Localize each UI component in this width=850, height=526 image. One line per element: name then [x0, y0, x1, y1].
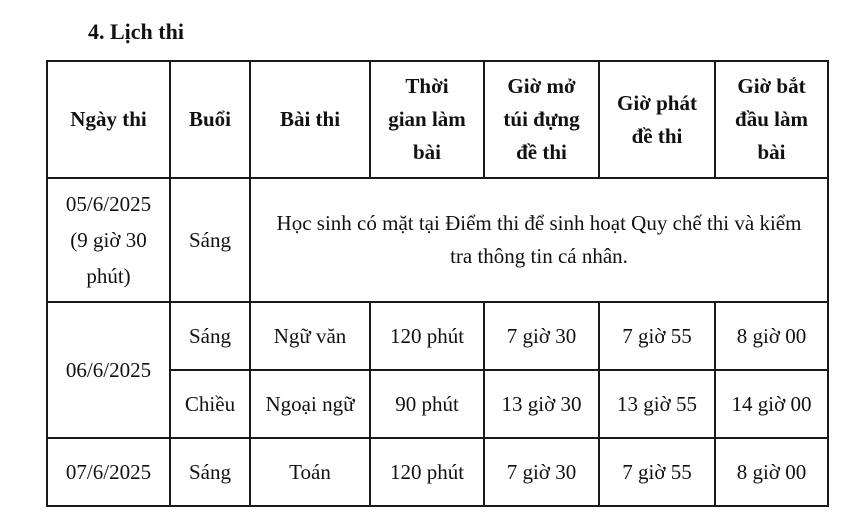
header-start-time	[715, 61, 828, 178]
header-line: Giờ mở	[507, 74, 576, 98]
duration-cell: 90 phút	[370, 370, 484, 438]
exam-date-cell: 06/6/2025	[47, 302, 170, 438]
header-line: Bài thi	[279, 107, 341, 131]
subject-cell: Ngoại ngữ	[250, 370, 370, 438]
start-time-cell: 14 giờ 00	[715, 370, 828, 438]
table-row	[47, 302, 828, 370]
session-cell: Chiều	[170, 370, 250, 438]
header-line: Giờ phát	[617, 90, 697, 115]
duration-cell: 120 phút	[370, 438, 484, 506]
header-line: Buổi	[188, 107, 232, 131]
header-line: gian làm	[388, 107, 466, 131]
table-row	[47, 178, 828, 302]
session-cell: Sáng	[170, 438, 250, 506]
header-line: Thời	[405, 74, 449, 98]
open-time-cell: 7 giờ 30	[484, 302, 599, 370]
start-time-cell: 8 giờ 00	[715, 302, 828, 370]
table-row	[47, 438, 828, 506]
exam-schedule-table	[46, 60, 829, 507]
header-line: đề thi	[516, 140, 567, 164]
header-line: Giờ bắt	[737, 74, 806, 98]
start-time-cell: 8 giờ 00	[715, 438, 828, 506]
session-cell: Sáng	[170, 178, 250, 302]
header-line: bài	[757, 140, 786, 164]
header-line: đề thi	[631, 123, 683, 148]
session-cell: Sáng	[170, 302, 250, 370]
notice-cell: Học sinh có mặt tại Điểm thi để sinh hoạt Quy chế thi và kiểm tra thông tin cá nhân.	[250, 178, 828, 302]
header-line: Ngày thi	[70, 107, 147, 131]
subject-cell: Ngữ văn	[250, 302, 370, 370]
open-time-cell: 7 giờ 30	[484, 438, 599, 506]
date-line: (9 giờ 30	[70, 228, 147, 252]
date-line: phút)	[86, 264, 131, 288]
section-title: 4. Lịch thi	[88, 19, 184, 44]
header-open-envelope-time	[484, 61, 599, 178]
open-time-cell: 13 giờ 30	[484, 370, 599, 438]
exam-date-cell: 07/6/2025	[47, 438, 170, 506]
header-exam-date	[47, 61, 170, 178]
header-duration	[370, 61, 484, 178]
distribute-time-cell: 7 giờ 55	[599, 302, 715, 370]
date-line: 05/6/2025	[65, 192, 152, 216]
header-line: túi đựng	[503, 107, 580, 131]
header-line: bài	[412, 140, 441, 164]
exam-date-cell	[47, 178, 170, 302]
distribute-time-cell: 7 giờ 55	[599, 438, 715, 506]
duration-cell: 120 phút	[370, 302, 484, 370]
header-session	[170, 61, 250, 178]
subject-cell: Toán	[250, 438, 370, 506]
distribute-time-cell: 13 giờ 55	[599, 370, 715, 438]
header-subject	[250, 61, 370, 178]
header-row	[47, 61, 828, 178]
header-line: đầu làm	[735, 107, 808, 131]
header-distribute-time	[599, 61, 715, 178]
